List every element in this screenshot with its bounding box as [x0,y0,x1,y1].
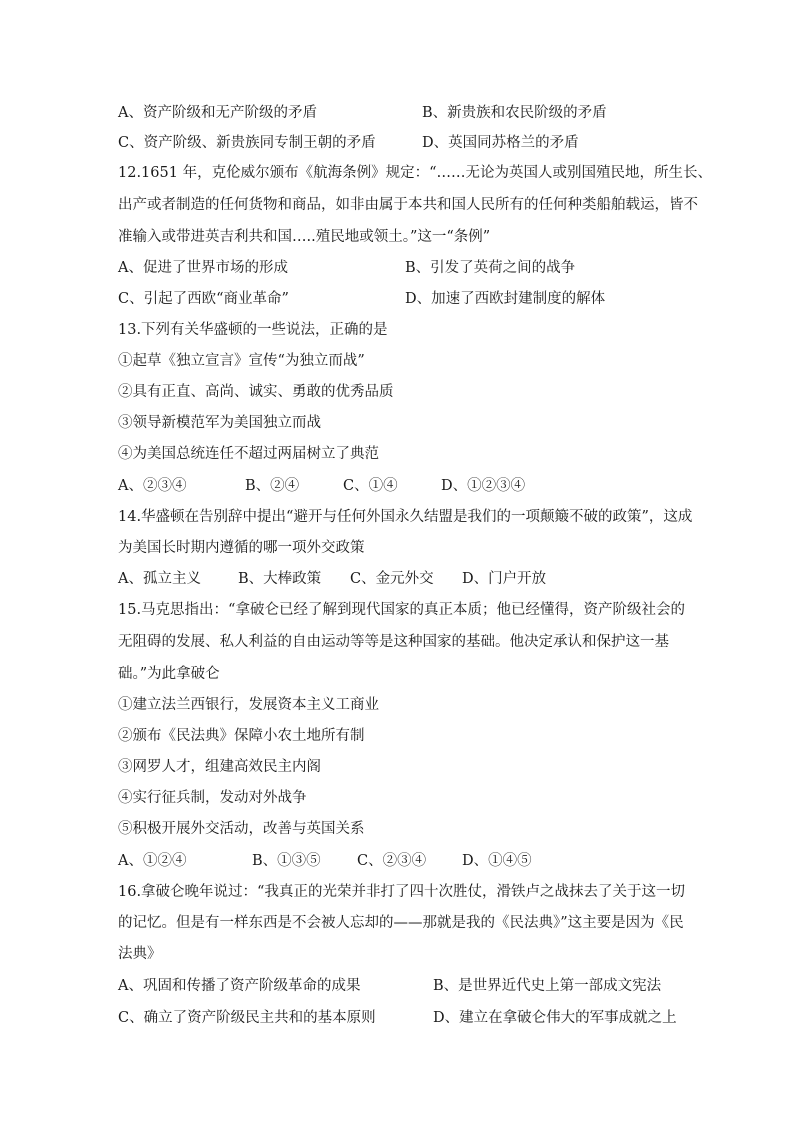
q16-stem-line-1: 16.拿破仑晚年说过：“我真正的光荣并非打了四十次胜仗，滑铁卢之战抹去了关于这一切 [118,884,685,900]
q16-stem-line-2: 的记忆。但是有一样东西是不会被人忘却的——那就是我的《民法典》”这主要是因为《民 [118,915,684,931]
q12-stem-line-3: 准输入或带进英吉利共和国…..殖民地或领土。”这一“条例” [118,229,491,245]
q14-stem-line-2: 为美国长时期内遵循的哪一项外交政策 [118,540,365,556]
q11-option-b: B、新贵族和农民阶级的矛盾 [422,105,607,121]
q15-item-1: ①建立法兰西银行，发展资本主义工商业 [118,697,379,713]
q15-option-b: B、①③⑤ [252,853,321,869]
q12-stem-line-2: 出产或者制造的任何货物和商品，如非由属于本共和国人民所有的任何种类船舶载运，皆不 [118,197,698,213]
q15-item-5: ⑤积极开展外交活动，改善与英国关系 [118,821,365,837]
q12-option-c: C、引起了西欧“商业革命” [118,291,289,307]
q13-option-c: C、①④ [343,478,398,494]
q15-option-d: D、①④⑤ [462,853,532,869]
q13-option-a: A、②③④ [118,478,187,494]
q15-item-3: ③网罗人才，组建高效民主内阁 [118,759,321,775]
q12-stem-line-1: 12.1651 年，克伦威尔颁布《航海条例》规定：“……无论为英国人或别国殖民地，所生长、 [118,165,712,181]
q14-option-d: D、门户开放 [462,571,547,587]
q11-option-d: D、英国同苏格兰的矛盾 [422,135,579,151]
q14-option-a: A、孤立主义 [118,571,201,587]
q15-option-c: C、②③④ [357,853,427,869]
q13-item-1: ①起草《独立宣言》宣传“为独立而战” [118,353,365,369]
q13-option-d: D、①②③④ [441,478,526,494]
q15-option-a: A、①②④ [118,853,187,869]
q15-item-4: ④实行征兵制，发动对外战争 [118,790,307,806]
q16-option-c: C、确立了资产阶级民主共和的基本原则 [118,1010,376,1026]
q13-item-3: ③领导新模范军为美国独立而战 [118,415,321,431]
q15-item-2: ②颁布《民法典》保障小农土地所有制 [118,728,365,744]
q14-option-b: B、大棒政策 [238,571,322,587]
q16-option-b: B、是世界近代史上第一部成文宪法 [433,978,662,994]
q13-item-2: ②具有正直、高尚、诚实、勇敢的优秀品质 [118,384,394,400]
q16-option-a: A、巩固和传播了资产阶级革命的成果 [118,978,361,994]
q14-option-c: C、金元外交 [350,571,434,587]
q16-option-d: D、建立在拿破仑伟大的军事成就之上 [433,1010,677,1026]
q12-option-a: A、促进了世界市场的形成 [118,260,288,276]
q15-stem-line-1: 15.马克思指出：“拿破仑已经了解到现代国家的真正本质；他已经懂得，资产阶级社会的 [118,602,685,618]
q14-stem-line-1: 14.华盛顿在告别辞中提出“避开与任何外国永久结盟是我们的一项颠簸不破的政策”，这成 [118,509,693,525]
q12-option-b: B、引发了英荷之间的战争 [405,260,576,276]
q11-option-a: A、资产阶级和无产阶级的矛盾 [118,105,317,121]
q15-stem-line-2: 无阻碍的发展、私人利益的自由运动等等是这种国家的基础。他决定承认和保护这一基 [118,634,669,650]
q13-item-4: ④为美国总统连任不超过两届树立了典范 [118,446,379,462]
q15-stem-line-3: 础。”为此拿破仑 [118,666,220,682]
q13-stem: 13.下列有关华盛顿的一些说法，正确的是 [118,322,388,338]
q13-option-b: B、②④ [245,478,300,494]
q11-option-c: C、资产阶级、新贵族同专制王朝的矛盾 [118,135,376,151]
q12-option-d: D、加速了西欧封建制度的解体 [405,291,606,307]
q16-stem-line-3: 法典》 [118,946,162,962]
